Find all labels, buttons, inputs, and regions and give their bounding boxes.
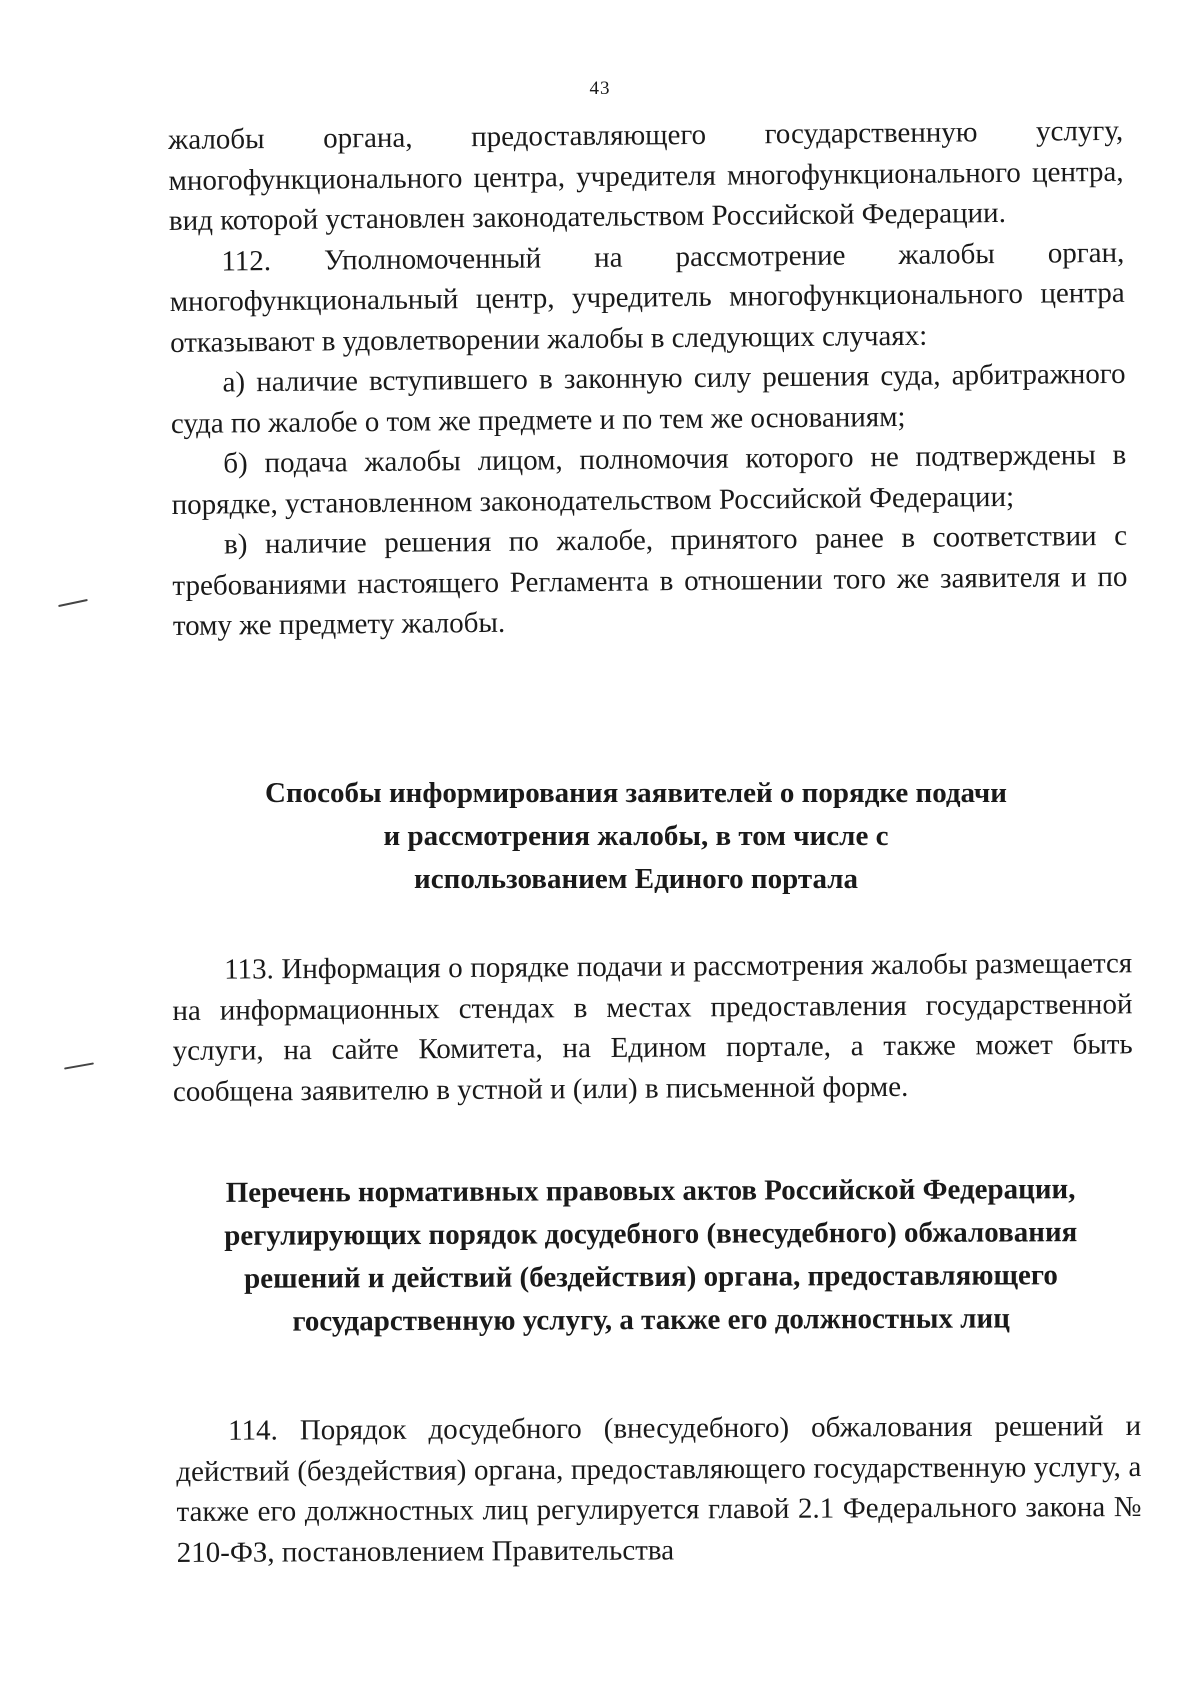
heading-line: использованием Единого портала [414, 863, 858, 895]
text-block-114 [176, 1406, 1142, 1573]
text-block-top [168, 111, 1128, 647]
list-item-b: б) подача жалобы лицом, полномочия которого не подтверждены в порядке, установленном законодательством Российской Федерации; [171, 438, 1127, 521]
heading-line: государственную услугу, а также его должностных лиц [292, 1302, 1010, 1338]
paragraph-113: 113. Информация о порядке подачи и рассмотрения жалобы размещается на информационных стендах в местах предоставления государственной услуги, на сайте Комитета, на Едином портале, а также может быть сообщена заявителю в устной и (или) в письменной форме. [172, 947, 1133, 1108]
heading-line: решений и действий (бездействия) органа, предоставляющего [244, 1259, 1058, 1295]
list-item-v: в) наличие решения по жалобе, принятого ранее в соответствии с требованиями настоящего Регламента в отношении того же заявителя и по тому же предмету жалобы. [172, 519, 1128, 642]
section-heading-informing [236, 772, 1036, 901]
heading-line: и рассмотрения жалобы, в том числе с [383, 820, 889, 852]
paragraph-112: 112. Уполномоченный на рассмотрение жалобы орган, многофункциональный центр, учредитель многофункционального центра отказывают в удовлетворении жалобы в следующих случаях: [169, 236, 1125, 359]
text-block-113 [172, 943, 1133, 1112]
scan-margin-mark [58, 599, 88, 607]
heading-line: Перечень нормативных правовых актов Российской Федерации, [225, 1173, 1076, 1209]
paragraph-114: 114. Порядок досудебного (внесудебного) обжалования решений и действий (бездействия) органа, предоставляющего государственную услугу, а также его должностных лиц регулируется главой 2.1 Федерального закона № 210-ФЗ, постановлением Правительства [176, 1409, 1142, 1569]
scan-margin-mark [64, 1062, 94, 1069]
heading-line: Способы информирования заявителей о порядке подачи [265, 777, 1007, 809]
page-number: 43 [589, 78, 611, 99]
list-item-a: а) наличие вступившего в законную силу решения суда, арбитражного суда по жалобе о том же предмете и по тем же основаниям; [170, 357, 1126, 440]
section-heading-legal-acts [198, 1168, 1104, 1344]
paragraph-continuation: жалобы органа, предоставляющего государственную услугу, многофункционального центра, учредителя многофункционального центра, вид которой установлен законодательством Российской Федерации. [168, 114, 1124, 237]
heading-line: регулирующих порядок досудебного (внесудебного) обжалования [224, 1216, 1078, 1252]
